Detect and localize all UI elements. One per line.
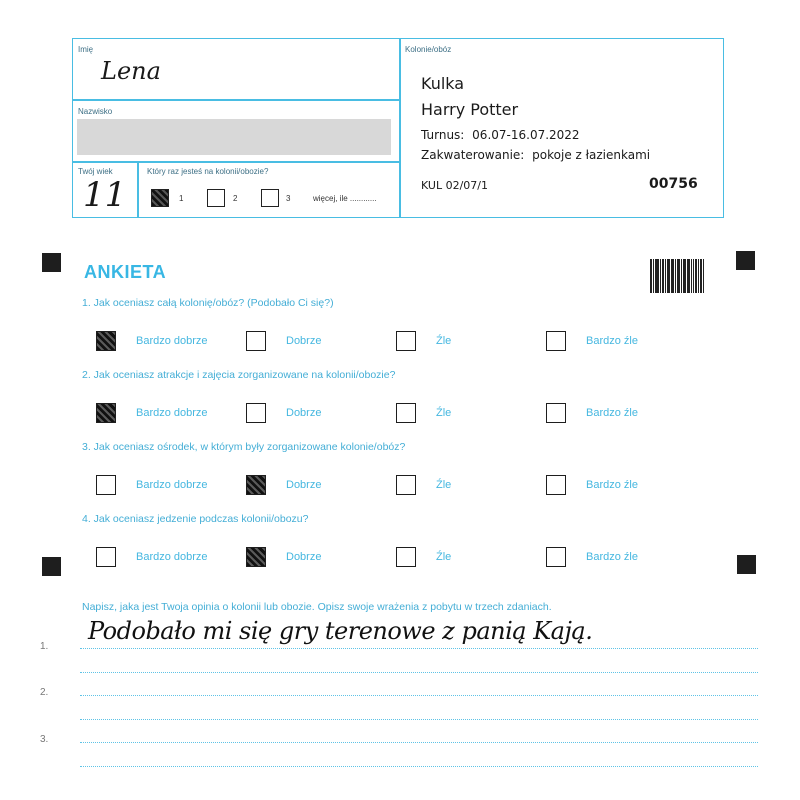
barcode-bar [703, 259, 704, 293]
q1-option-label-1: Bardzo dobrze [136, 335, 208, 347]
q2-checkbox-2[interactable] [246, 403, 266, 423]
form-number: 00756 [649, 176, 698, 192]
barcode-bar [668, 259, 670, 293]
q1-option-label-4: Bardzo źle [586, 335, 638, 347]
q4-option-label-2: Dobrze [286, 551, 322, 563]
barcode-bar [681, 259, 682, 293]
barcode-bar [662, 259, 664, 293]
q1-checkbox-4[interactable] [546, 331, 566, 351]
last-name-redaction [77, 119, 391, 155]
q3-option-label-2: Dobrze [286, 479, 322, 491]
accommodation-label: Zakwaterowanie: [421, 148, 525, 162]
barcode-bar [687, 259, 688, 293]
barcode-bar [700, 259, 703, 293]
times-at-camp-label: Który raz jesteś na kolonii/obozie? [147, 167, 269, 176]
barcode-bar [665, 259, 666, 293]
q2-option-label-1: Bardzo dobrze [136, 407, 208, 419]
camp-code: KUL 02/07/1 [421, 179, 488, 192]
first-name-value[interactable]: Lena [101, 57, 161, 85]
registration-mark [737, 555, 756, 574]
q3-checkbox-1[interactable] [96, 475, 116, 495]
q2-option-label-3: Źle [436, 407, 452, 419]
answer-line[interactable] [80, 719, 758, 720]
q1-checkbox-3[interactable] [396, 331, 416, 351]
q3-checkbox-3[interactable] [396, 475, 416, 495]
q3-checkbox-2[interactable] [246, 475, 266, 495]
barcode-bar [677, 259, 678, 293]
age-label: Twój wiek [78, 167, 113, 176]
barcode-bar [667, 259, 668, 293]
answer-line[interactable] [80, 766, 758, 767]
turnus-label [421, 128, 580, 142]
barcode-bar [656, 259, 659, 293]
turnus-value: 06.07-16.07.2022 [472, 128, 580, 142]
q3-option-label-4: Bardzo źle [586, 479, 638, 491]
question-4: 4. Jak oceniasz jedzenie podczas kolonii/obozu? [82, 513, 309, 525]
q2-option-label-4: Bardzo źle [586, 407, 638, 419]
survey-title: ANKIETA [84, 262, 167, 282]
answer-line[interactable] [80, 672, 758, 673]
times-more-label: więcej, ile ............ [313, 194, 377, 203]
camp-theme: Harry Potter [421, 100, 519, 119]
q3-checkbox-4[interactable] [546, 475, 566, 495]
barcode [650, 259, 704, 293]
divider [73, 161, 399, 163]
accommodation [421, 148, 650, 162]
accommodation-value: pokoje z łazienkami [532, 148, 651, 162]
registration-mark [736, 251, 755, 270]
answer-line[interactable] [80, 648, 758, 649]
times-option-1: 1 [179, 194, 184, 203]
barcode-bar [691, 259, 692, 293]
times-option-2: 2 [233, 194, 238, 203]
barcode-bar [683, 259, 686, 293]
q4-option-label-1: Bardzo dobrze [136, 551, 208, 563]
q3-option-label-3: Źle [436, 479, 452, 491]
barcode-bar [695, 259, 697, 293]
divider [73, 99, 399, 101]
barcode-bar [655, 259, 656, 293]
question-1: 1. Jak oceniasz całą kolonię/obóz? (Podobało Ci się?) [82, 297, 334, 309]
q2-checkbox-3[interactable] [396, 403, 416, 423]
q1-checkbox-2[interactable] [246, 331, 266, 351]
times-checkbox-2[interactable] [207, 189, 225, 207]
answer-line[interactable] [80, 695, 758, 696]
q4-checkbox-1[interactable] [96, 547, 116, 567]
q4-checkbox-2[interactable] [246, 547, 266, 567]
question-3: 3. Jak oceniasz ośrodek, w którym były zorganizowane kolonie/obóz? [82, 441, 406, 453]
q4-option-label-3: Źle [436, 551, 452, 563]
q2-checkbox-1[interactable] [96, 403, 116, 423]
barcode-bar [693, 259, 694, 293]
q1-option-label-2: Dobrze [286, 335, 322, 347]
q1-checkbox-1[interactable] [96, 331, 116, 351]
barcode-bar [675, 259, 676, 293]
times-checkbox-1[interactable] [151, 189, 169, 207]
question-2: 2. Jak oceniasz atrakcje i zajęcia zorganizowane na kolonii/obozie? [82, 369, 396, 381]
line-number-3: 3. [40, 734, 49, 745]
q2-checkbox-4[interactable] [546, 403, 566, 423]
barcode-bar [678, 259, 680, 293]
registration-mark [42, 557, 61, 576]
line-number-1: 1. [40, 641, 49, 652]
first-name-label: Imię [78, 45, 94, 54]
q4-checkbox-4[interactable] [546, 547, 566, 567]
opinion-prompt: Napisz, jaka jest Twoja opinia o kolonii lub obozie. Opisz swoje wrażenia z pobytu w trzech zdaniach. [82, 601, 552, 613]
answer-line[interactable] [80, 742, 758, 743]
times-checkbox-3[interactable] [261, 189, 279, 207]
barcode-bar [650, 259, 652, 293]
header-form [72, 38, 724, 218]
q3-option-label-1: Bardzo dobrze [136, 479, 208, 491]
camp-name: Kulka [421, 74, 465, 93]
q1-option-label-3: Źle [436, 335, 452, 347]
barcode-bar [660, 259, 661, 293]
barcode-bar [698, 259, 699, 293]
last-name-label: Nazwisko [78, 107, 113, 116]
barcode-bar [653, 259, 654, 293]
camp-label: Kolonie/obóz [405, 45, 452, 54]
times-option-3: 3 [286, 194, 291, 203]
turnus-label-text: Turnus: [421, 128, 465, 142]
handwritten-answer-1[interactable]: Podobało mi się gry terenowe z panią Kają. [88, 617, 593, 645]
q4-checkbox-3[interactable] [396, 547, 416, 567]
q4-option-label-4: Bardzo źle [586, 551, 638, 563]
barcode-bar [671, 259, 674, 293]
divider [399, 39, 401, 217]
q2-option-label-2: Dobrze [286, 407, 322, 419]
age-value[interactable]: 11 [83, 175, 127, 215]
line-number-2: 2. [40, 687, 49, 698]
barcode-bar [688, 259, 690, 293]
divider [137, 161, 139, 217]
registration-mark [42, 253, 61, 272]
